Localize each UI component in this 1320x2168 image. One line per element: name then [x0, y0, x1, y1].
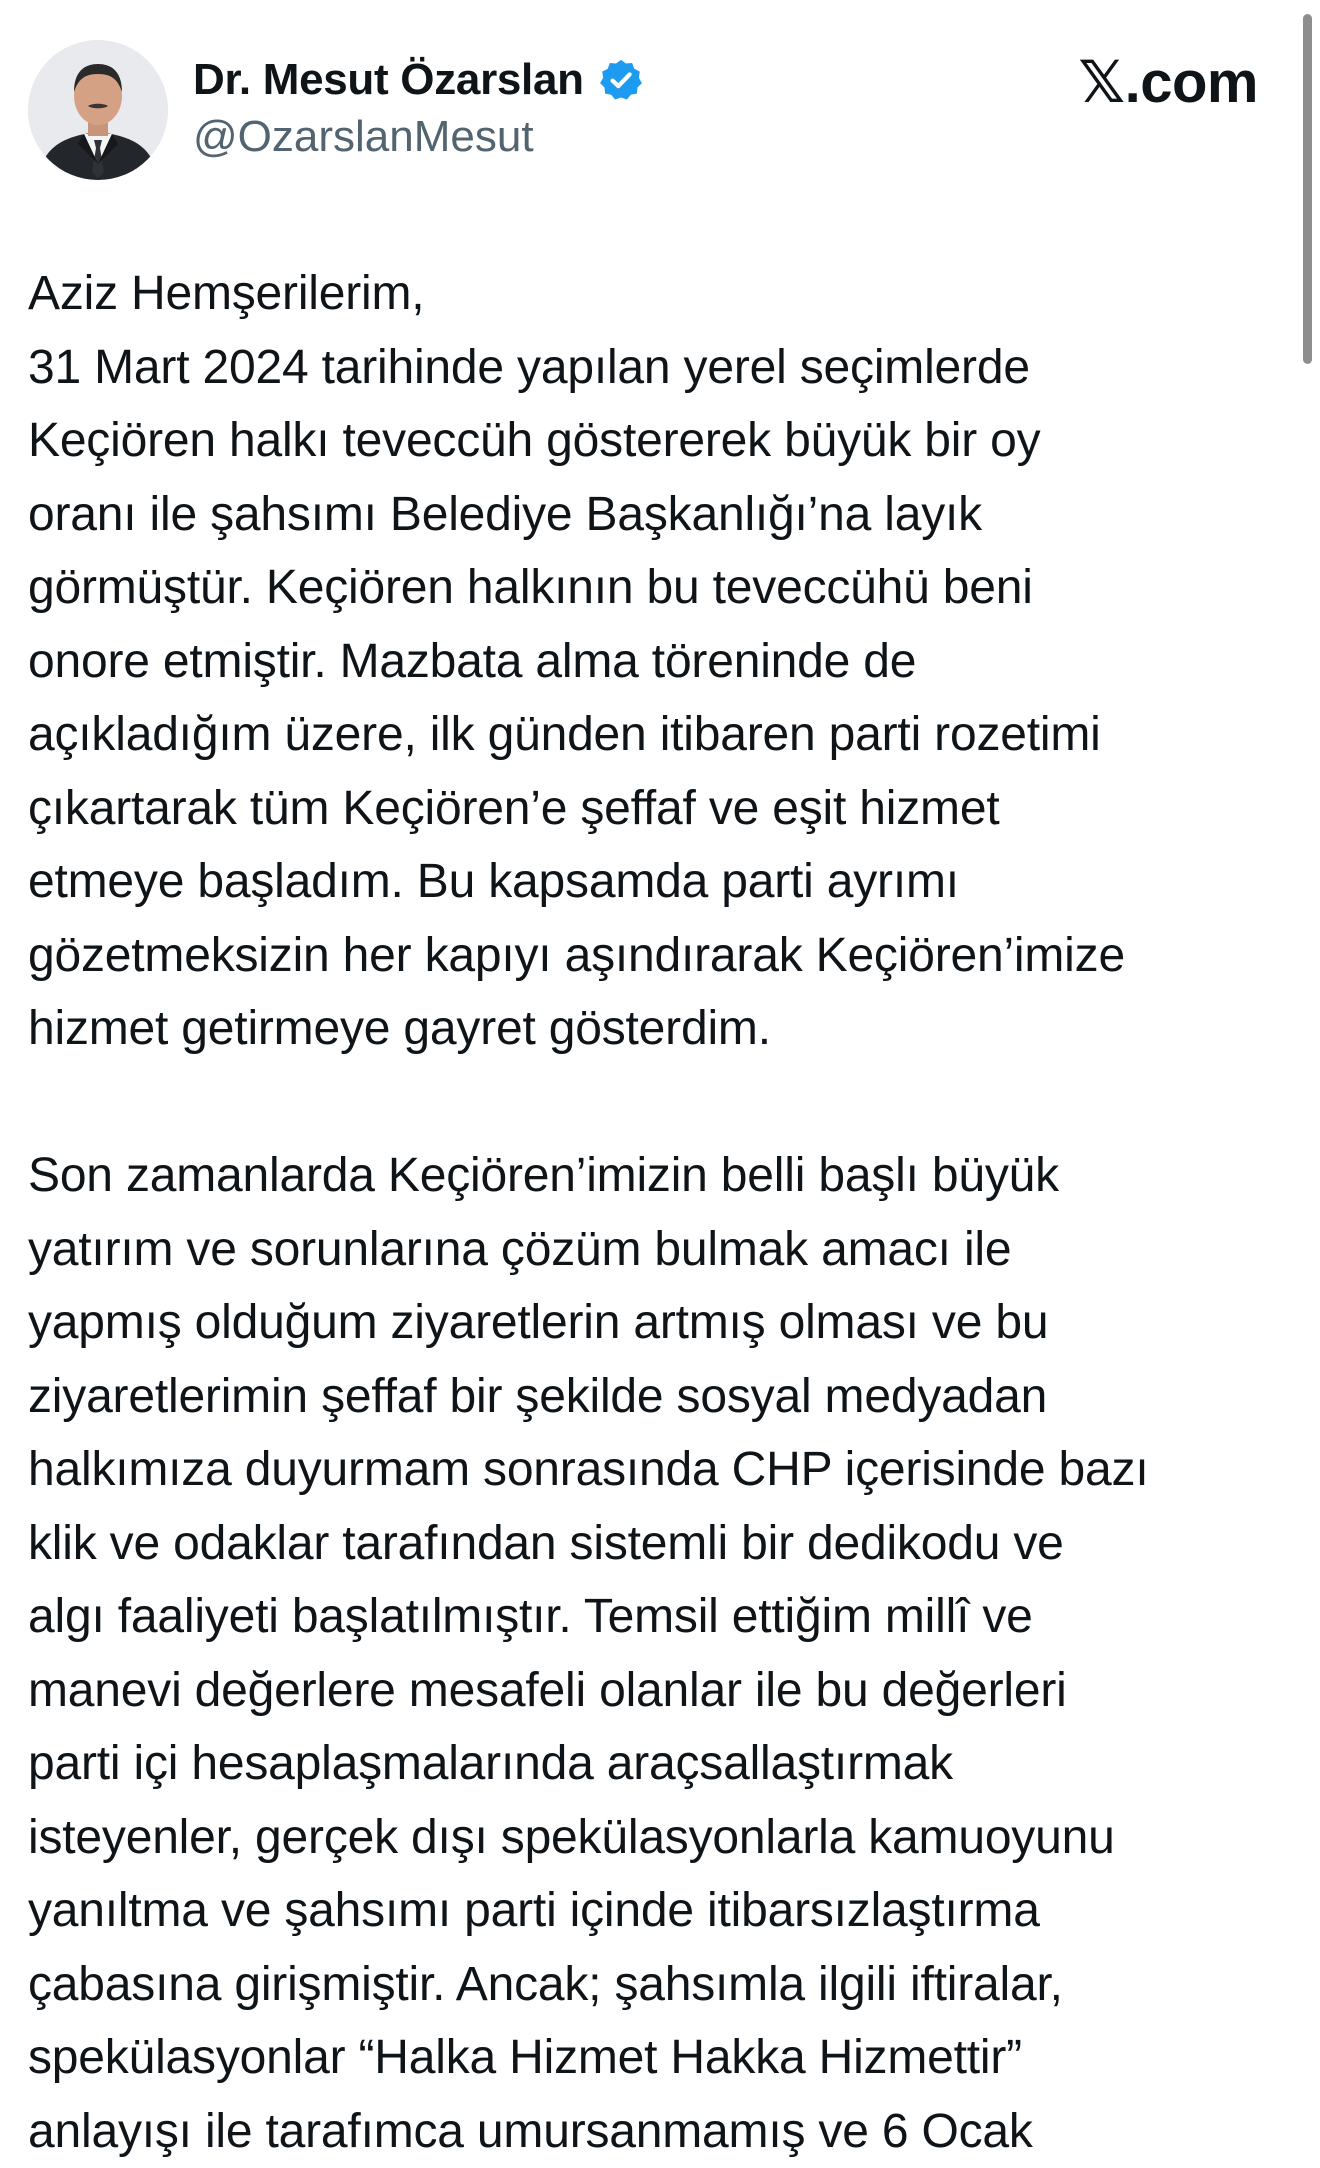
- post-paragraph-1: Aziz Hemşerilerim, 31 Mart 2024 tarihinde yapılan yerel seçimlerde Keçiören halkı teveccüh göstererek büyük bir oy oranı ile şahsımı Belediye Başkanlığı’na layık görmüştür. Keçiören halkının bu teveccühü beni onore etmiştir. Mazbata alma töreninde de açıkladığım üzere, ilk günden itibaren parti rozetimi çıkartarak tüm Keçiören’e şeffaf ve eşit hizmet etmeye başladım. Bu kapsamda parti ayrımı gözetmeksizin her kapıyı aşındırarak Keçiören’imize hizmet getirmeye gayret gösterdim.: [28, 267, 1125, 1055]
- scrollbar[interactable]: [1298, 0, 1320, 2164]
- scrollbar-thumb[interactable]: [1303, 14, 1312, 364]
- avatar[interactable]: [28, 40, 168, 180]
- post-text: [28, 257, 1290, 2168]
- author-handle[interactable]: @OzarslanMesut: [193, 112, 534, 161]
- author-name-row: [193, 50, 644, 110]
- post-header: [0, 0, 1320, 200]
- display-name[interactable]: Dr. Mesut Özarslan: [193, 55, 584, 104]
- avatar-image: [28, 40, 168, 180]
- verified-badge-icon: [598, 57, 644, 103]
- post-paragraph-2: Son zamanlarda Keçiören’imizin belli başlı büyük yatırım ve sorunlarına çözüm bulmak amacı ile yapmış olduğum ziyaretlerin artmış olması ve bu ziyaretlerimin şeffaf bir şekilde sosyal medyadan halkımıza duyurmam sonrasında CHP içerisinde bazı klik ve odaklar tarafından sistemli bir dedikodu ve algı faaliyeti başlatılmıştır. Temsil ettiğim millî ve manevi değerlere mesafeli olanlar ile bu değerleri parti içi hesaplaşmalarında araçsallaştırmak isteyenler, gerçek dışı spekülasyonlarla kamuoyunu yanıltma ve şahsımı parti içinde itibarsızlaştırma çabasına girişmiştir. Ancak; şahsımla ilgili iftiralar, spekülasyonlar “Halka Hizmet Hakka Hizmettir” anlayışı ile tarafımca umursanmamış ve 6 Ocak: [28, 1149, 1149, 2158]
- x-logo: 𝕏.com: [1078, 50, 1258, 115]
